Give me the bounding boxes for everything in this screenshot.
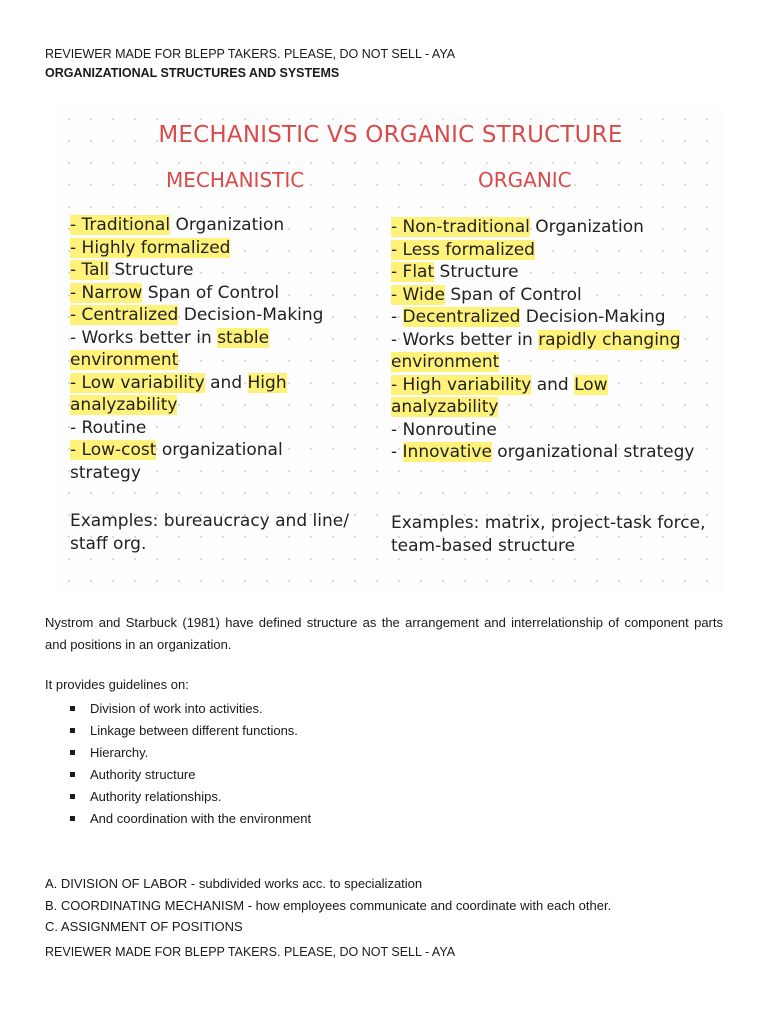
highlighted-text: - Less formalized [391, 239, 535, 260]
list-item-text: Division of work into activities. [90, 701, 263, 716]
guidelines-intro: It provides guidelines on: [45, 677, 189, 692]
organic-line [391, 396, 711, 419]
section-line-a: A. DIVISION OF LABOR - subdivided works acc. to specialization [45, 876, 423, 891]
mechanistic-line [70, 462, 345, 485]
mechanistic-line [70, 259, 345, 282]
mechanistic-line [70, 304, 345, 327]
section-line-b: B. COORDINATING MECHANISM - how employees communicate and coordinate with each other. [45, 897, 612, 913]
organic-line [391, 216, 711, 239]
mechanistic-line [70, 372, 345, 395]
bullet-square-icon [70, 706, 75, 711]
highlighted-text: - Tall [70, 260, 109, 280]
plain-text: organizational strategy [491, 442, 695, 462]
organic-list [391, 216, 711, 464]
list-item [70, 764, 311, 786]
plain-text: Span of Control [444, 284, 582, 305]
organic-line [391, 306, 711, 329]
mechanistic-line [70, 327, 345, 350]
examples-line: Examples: bureaucracy and line/ [70, 511, 349, 531]
highlighted-text: stable [217, 327, 270, 348]
mechanistic-line [70, 439, 345, 462]
plain-text: - [391, 307, 403, 327]
mechanistic-heading: MECHANISTIC [166, 168, 305, 192]
highlighted-text: rapidly changing [538, 329, 681, 350]
plain-text: and [204, 372, 248, 393]
list-item-text: Hierarchy. [90, 745, 149, 760]
bullet-square-icon [70, 728, 75, 733]
organic-line [391, 374, 711, 397]
mechanistic-line [70, 349, 345, 372]
highlighted-text: High [247, 372, 287, 393]
footer-note: REVIEWER MADE FOR BLEPP TAKERS. PLEASE, DO NOT SELL - AYA [45, 945, 456, 959]
highlighted-text: - Low variability [70, 372, 205, 393]
list-item-text: Linkage between different functions. [90, 723, 298, 738]
highlighted-text: - Traditional [70, 215, 171, 235]
highlighted-text: Low [574, 374, 608, 395]
highlighted-text: Innovative [402, 442, 492, 462]
list-item [70, 720, 311, 742]
highlighted-text: - Highly formalized [70, 237, 231, 258]
mechanistic-line [70, 214, 345, 237]
document-subtitle: ORGANIZATIONAL STRUCTURES AND SYSTEMS [45, 66, 340, 80]
mechanistic-examples [70, 510, 349, 556]
guidelines-list [70, 698, 311, 830]
structure-definition-paragraph: Nystrom and Starbuck (1981) have defined structure as the arrangement and interrelationship of component parts and positions in an organization. [45, 615, 723, 652]
plain-text: - Works better in [391, 329, 539, 350]
bullet-square-icon [70, 816, 75, 821]
plain-text: strategy [70, 462, 141, 483]
examples-line: team-based structure [391, 536, 576, 556]
organic-line [391, 284, 711, 307]
list-item-text: And coordination with the environment [90, 811, 312, 826]
plain-text: Organization [170, 215, 285, 235]
organic-heading: ORGANIC [478, 168, 572, 192]
plain-text: Structure [434, 262, 519, 282]
organic-line [391, 351, 711, 374]
list-item [70, 698, 311, 720]
mechanistic-line [70, 282, 345, 305]
plain-text: - [391, 442, 403, 462]
highlighted-text: - Centralized [70, 305, 179, 325]
list-item [70, 786, 311, 808]
list-item-text: Authority relationships. [90, 789, 222, 804]
highlighted-text: - Wide [391, 284, 445, 305]
plain-text: Organization [529, 217, 644, 237]
highlighted-text: Decentralized [402, 307, 521, 327]
bullet-square-icon [70, 794, 75, 799]
examples-line: staff org. [70, 534, 147, 554]
list-item [70, 808, 311, 830]
highlighted-text: analyzability [391, 397, 499, 417]
bullet-square-icon [70, 772, 75, 777]
plain-text: - Routine [70, 417, 147, 438]
highlighted-text: - Non-traditional [391, 217, 530, 237]
mechanistic-list [70, 214, 345, 484]
plain-text: Decision-Making [520, 307, 666, 327]
plain-text: Structure [108, 260, 194, 280]
plain-text: Decision-Making [178, 305, 324, 325]
notes-title: MECHANISTIC VS ORGANIC STRUCTURE [158, 122, 623, 148]
bullet-square-icon [70, 750, 75, 755]
section-line-c: C. ASSIGNMENT OF POSITIONS [45, 919, 243, 934]
mechanistic-line [70, 417, 345, 440]
plain-text: Span of Control [142, 282, 280, 303]
organic-line [391, 419, 711, 442]
highlighted-text: environment [391, 352, 500, 372]
mechanistic-line [70, 237, 345, 260]
organic-line [391, 261, 711, 284]
examples-line: Examples: matrix, project-task force, [391, 513, 706, 533]
header-note: REVIEWER MADE FOR BLEPP TAKERS. PLEASE, DO NOT SELL - AYA [45, 47, 456, 61]
plain-text: - Nonroutine [391, 419, 497, 440]
mechanistic-vs-organic-image [58, 108, 723, 592]
organic-line [391, 441, 711, 464]
plain-text: organizational [156, 440, 283, 460]
organic-examples [391, 512, 706, 558]
organic-line [391, 239, 711, 262]
plain-text: and [531, 374, 575, 395]
highlighted-text: environment [70, 350, 179, 370]
organic-line [391, 329, 711, 352]
highlighted-text: - High variability [391, 374, 532, 395]
list-item-text: Authority structure [90, 767, 196, 782]
highlighted-text: analyzability [70, 395, 178, 415]
mechanistic-line [70, 394, 345, 417]
highlighted-text: - Flat [391, 262, 435, 282]
structure-elements [45, 873, 611, 938]
highlighted-text: - Narrow [70, 282, 143, 303]
plain-text: - Works better in [70, 327, 218, 348]
highlighted-text: - Low-cost [70, 440, 157, 460]
list-item [70, 742, 311, 764]
